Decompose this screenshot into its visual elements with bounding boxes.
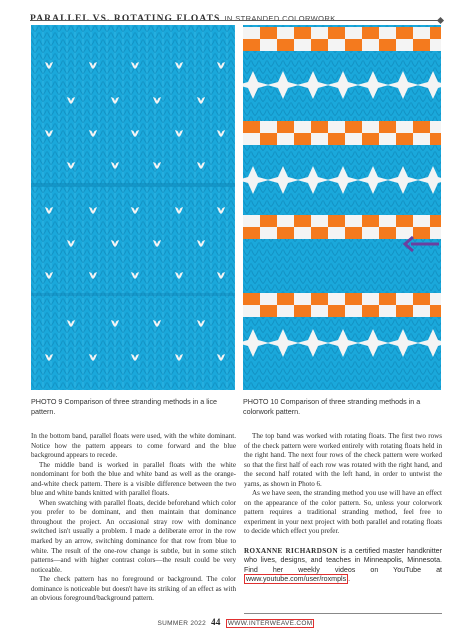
paragraph: In the bottom band, parallel floats were used, with the white dominant. Notice how the pattern appears to come forward and the blue background appears to recede. (31, 432, 236, 460)
author-bio (244, 547, 442, 585)
left-text-column (31, 432, 236, 604)
right-text-column (244, 432, 442, 585)
paragraph: The middle band is worked in parallel floats with the white nondominant for both the blue and white band as well as the orange-and-white check pattern. There is a visible difference between the two blue and white bands knitted with parallel floats. (31, 460, 236, 498)
paragraph: The top band was worked with rotating floats. The first two rows of the check pattern were worked entirely with rotating floats held in the right hand. The next four rows of the check pattern were worked so that the first half of each row was rotated with the right hand, and the second half rotated with the left hand, in order to untwist the yarns, as shown in Photo 6. (244, 432, 442, 488)
header-rule-ornament (437, 16, 444, 23)
bio-text: is a certified master handknitter who lives, designs, and teaches in Minneapolis, Minnesota. Find her weekly videos on YouTube at (244, 546, 442, 574)
paragraph: As we have seen, the stranding method you use will have an effect on the appearance of the color pattern. So, unless your colorwork pattern requires a traditional stranding method, feel free to experiment in your next project with both parallel and rotating floats to decide which effect you prefer. (244, 489, 442, 536)
issue-label: SUMMER 2022 (157, 620, 207, 627)
paragraph: When swatching with parallel floats, decide beforehand which color you prefer to be dominant, and then maintain that dominance throughout the project. An occasional stray row with dominance switched isn't usually a problem. I made a deliberate error in the row marked by an arrow, switching dominance for that row from blue to white. The result of the one-row change is subtle, but in some stitch patterns—and with higher contrast colors—the result could be very noticeable. (31, 498, 236, 574)
photo-10-colorwork-swatch (243, 25, 441, 390)
photo-9-lice-swatch (31, 25, 235, 390)
page-number: 44 (211, 617, 221, 627)
header-title: PARALLEL VS. ROTATING FLOATS (30, 14, 221, 24)
page-footer (0, 617, 472, 627)
header-rule (30, 20, 440, 21)
bio-rule (244, 613, 442, 614)
photo-10-caption: PHOTO 10 Comparison of three stranding methods in a colorwork pattern. (243, 397, 421, 416)
paragraph: The check pattern has no foreground or background. The color dominance is noticeable but doesn't have its striking of an effect as with an obvious foreground/background pattern. (31, 575, 236, 603)
website-link[interactable]: WWW.INTERWEAVE.COM (227, 620, 313, 627)
author-name: ROXANNE RICHARDSON (244, 546, 339, 555)
header-subtitle: IN STRANDED COLORWORK (224, 14, 336, 23)
youtube-link[interactable]: www.youtube.com/user/roxmpls (246, 575, 347, 584)
bio-end: . (348, 575, 351, 584)
photo-9-caption: PHOTO 9 Comparison of three stranding methods in a lice pattern. (31, 397, 218, 416)
